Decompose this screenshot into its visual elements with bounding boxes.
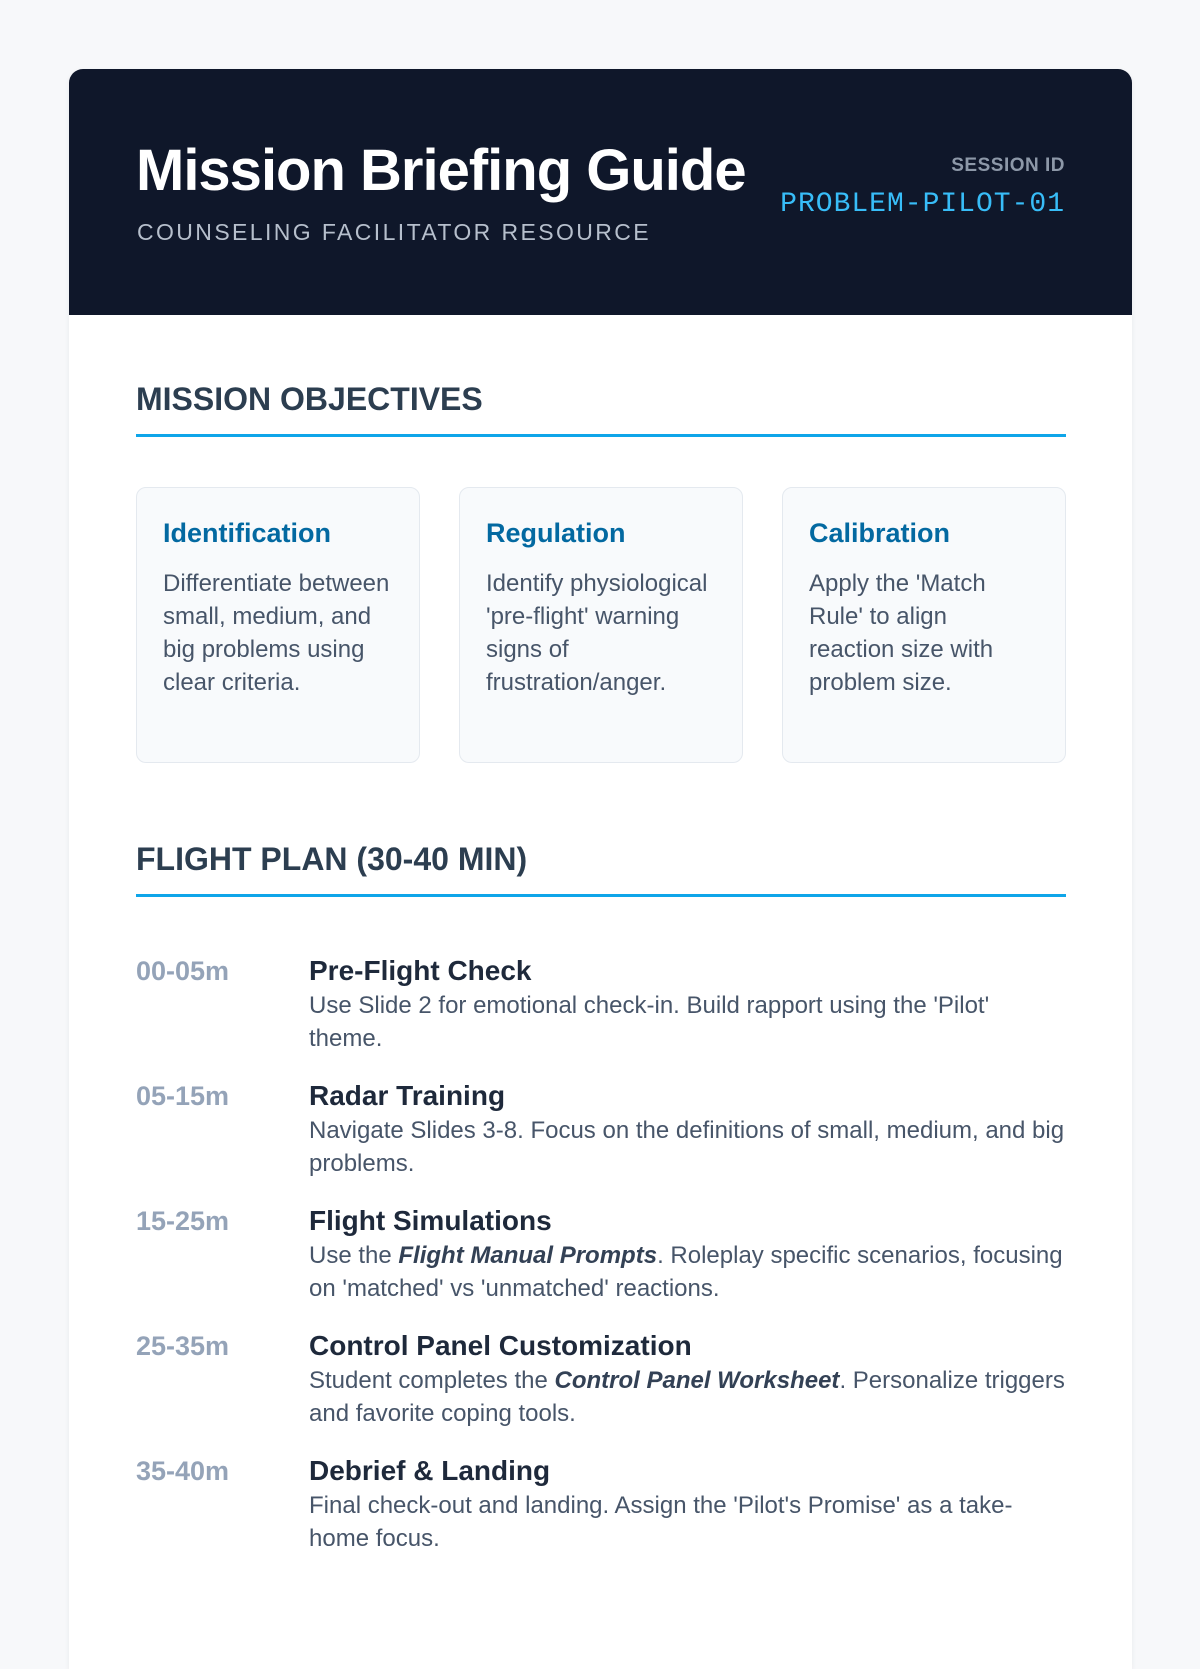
timeline-description: [309, 1364, 1066, 1430]
timeline-description: [309, 1489, 1066, 1555]
timeline-time: 05-15m: [136, 1081, 230, 1111]
objective-card-identification: [136, 487, 420, 763]
timeline-title: Pre-Flight Check: [309, 955, 532, 986]
briefing-card: [69, 69, 1132, 1669]
timeline-description: [309, 1114, 1066, 1180]
timeline-description: [309, 1239, 1066, 1305]
header-banner: [69, 69, 1132, 315]
timeline-description: [309, 989, 1066, 1055]
timeline-title: Debrief & Landing: [309, 1455, 551, 1486]
session-id-label: SESSION ID: [951, 155, 1065, 176]
timeline-title: Control Panel Customization: [309, 1330, 692, 1361]
description-text: Use the: [309, 1242, 399, 1269]
flight-plan-heading: FLIGHT PLAN (30-40 MIN): [136, 841, 1066, 897]
description-text: . Roleplay specific scenarios, focusing on 'matched' vs 'unmatched' reactions.: [309, 1242, 1063, 1302]
timeline-time: 25-35m: [136, 1331, 230, 1361]
objectives-heading: MISSION OBJECTIVES: [136, 381, 1066, 437]
timeline-body: [309, 953, 1066, 1055]
timeline-body: [309, 1203, 1066, 1305]
objective-card-regulation: [459, 487, 743, 763]
timeline-time: 00-05m: [136, 956, 230, 986]
description-text: . Personalize triggers and favorite coping tools.: [309, 1367, 1065, 1427]
timeline-item-pre-flight-check: [136, 953, 1066, 1055]
timeline-body: [309, 1453, 1066, 1555]
objective-title: Calibration: [809, 518, 951, 548]
flight-plan-timeline: [136, 953, 1066, 1578]
description-emphasis: Control Panel Worksheet: [554, 1367, 840, 1394]
description-text: Navigate Slides 3-8. Focus on the definitions of small, medium, and big problems.: [309, 1117, 1065, 1177]
timeline-title: Radar Training: [309, 1080, 506, 1111]
objective-text: Differentiate between small, medium, and big problems using clear criteria.: [163, 570, 390, 696]
session-id-value: PROBLEM-PILOT-01: [780, 189, 1065, 220]
objective-text: Apply the 'Match Rule' to align reaction size with problem size.: [809, 570, 994, 696]
page-subtitle: COUNSELING FACILITATOR RESOURCE: [137, 219, 652, 245]
description-emphasis: Flight Manual Prompts: [398, 1242, 658, 1269]
timeline-item-control-panel-customization: [136, 1328, 1066, 1430]
timeline-item-radar-training: [136, 1078, 1066, 1180]
timeline-title: Flight Simulations: [309, 1205, 552, 1236]
description-text: Use Slide 2 for emotional check-in. Build rapport using the 'Pilot' theme.: [309, 992, 990, 1052]
objective-card-calibration: [782, 487, 1066, 763]
objective-text: Identify physiological 'pre-flight' warning signs of frustration/anger.: [486, 570, 708, 696]
description-text: Student completes the: [309, 1367, 555, 1394]
timeline-time: 15-25m: [136, 1206, 230, 1236]
timeline-item-debrief-landing: [136, 1453, 1066, 1555]
timeline-body: [309, 1328, 1066, 1430]
objectives-grid: [136, 487, 1066, 763]
description-text: Final check-out and landing. Assign the 'Pilot's Promise' as a take-home focus.: [309, 1492, 1013, 1552]
objective-title: Identification: [163, 518, 331, 548]
timeline-item-flight-simulations: [136, 1203, 1066, 1305]
objective-title: Regulation: [486, 518, 626, 548]
timeline-body: [309, 1078, 1066, 1180]
timeline-time: 35-40m: [136, 1456, 230, 1486]
page-title: Mission Briefing Guide: [136, 138, 746, 203]
